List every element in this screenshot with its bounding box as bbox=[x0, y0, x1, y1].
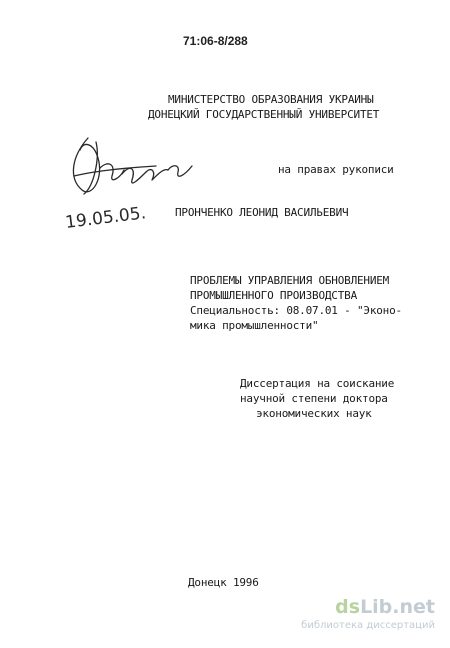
dissertation-title-line-2: ПРОМЫШЛЕННОГО ПРОИЗВОДСТВА bbox=[190, 289, 357, 302]
specialty-line-2: мика промышленности" bbox=[190, 319, 319, 332]
handwritten-signature bbox=[60, 128, 210, 238]
catalog-number: 71:06-8/288 bbox=[183, 34, 248, 48]
watermark-subtitle: библиотека диссертаций bbox=[301, 620, 435, 631]
dslib-watermark bbox=[265, 596, 445, 642]
ministry-heading: МИНИСТЕРСТВО ОБРАЗОВАНИЯ УКРАИНЫ bbox=[168, 93, 374, 106]
degree-line-1: Диссертация на соискание bbox=[240, 377, 395, 390]
university-heading: ДОНЕЦКИЙ ГОСУДАРСТВЕННЫЙ УНИВЕРСИТЕТ bbox=[148, 108, 380, 121]
place-and-year: Донецк 1996 bbox=[188, 576, 259, 589]
degree-line-2: научной степени доктора bbox=[240, 392, 388, 405]
watermark-logo: dsLib.net bbox=[335, 596, 435, 618]
dissertation-title-line-1: ПРОБЛЕМЫ УПРАВЛЕНИЯ ОБНОВЛЕНИЕМ bbox=[190, 274, 390, 287]
specialty-line-1: Специальность: 08.07.01 - "Эконо- bbox=[190, 304, 402, 317]
signature-date: 19.05.05. bbox=[64, 203, 148, 233]
author-name: ПРОНЧЕНКО ЛЕОНИД ВАСИЛЬЕВИЧ bbox=[175, 206, 349, 219]
degree-line-3: экономических наук bbox=[256, 407, 372, 420]
manuscript-rights-note: на правах рукописи bbox=[278, 163, 394, 176]
